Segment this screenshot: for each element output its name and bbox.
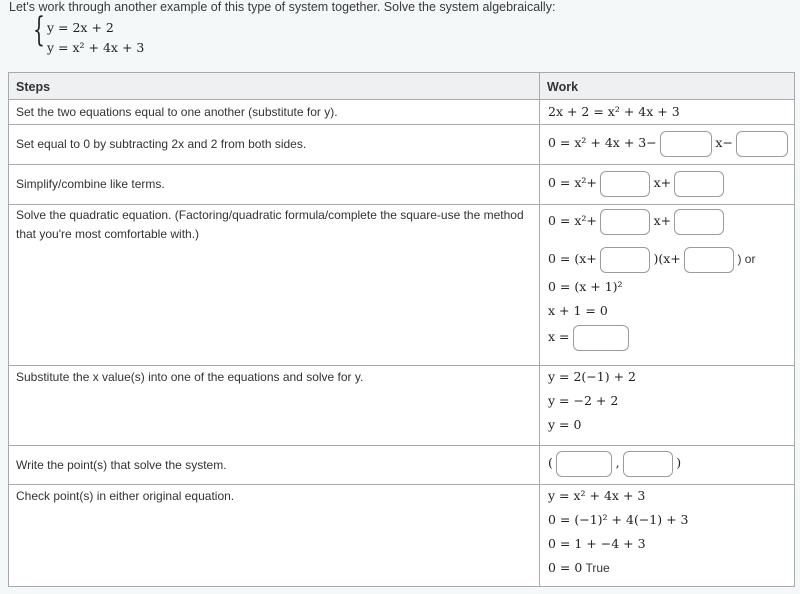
header-steps: Steps [9,73,540,100]
work-line: x+ [653,175,672,191]
work-line: 0 = (−1)² + 4(−1) + 3 [548,512,689,527]
work-line: True [585,561,610,575]
system-equation-1: y = 2x + 2 [47,20,114,35]
steps-table [8,72,795,587]
table-row [9,446,795,485]
work-line: 0 = (x + 1)² [548,279,623,294]
answer-input-box[interactable] [674,209,724,235]
work-line: y = x² + 4x + 3 [548,488,646,503]
work-line: y = 2(−1) + 2 [548,369,636,384]
header-work: Work [540,73,795,100]
intro-text: Let's work through another example of this type of system together. Solve the system algebraically: [9,0,556,14]
work-line: x + 1 = 0 [548,303,608,318]
work-line: x− [715,135,733,151]
work-line: y = −2 + 2 [548,393,619,408]
table-row [9,366,795,446]
step-text: Set equal to 0 by subtracting 2x and 2 from both sides. [16,137,307,151]
work-line: 0 = x²+ [548,175,597,191]
work-line: ) or [737,252,756,267]
answer-input-box[interactable] [600,171,650,197]
work-line: )(x+ [653,251,681,267]
step-text: Write the point(s) that solve the system. [16,458,227,472]
work-line: 0 = x² + 4x + 3− [548,135,657,151]
answer-input-box[interactable] [736,131,788,157]
work-line: 0 = 0 [548,560,583,575]
answer-input-box[interactable] [600,209,650,235]
table-row [9,205,795,366]
work-line: ( [548,455,553,471]
work-line: 0 = 1 + −4 + 3 [548,536,646,551]
work-line: , [615,455,620,471]
table-row [9,125,795,165]
answer-input-box[interactable] [660,131,712,157]
step-text: Set the two equations equal to one another (substitute for y). [16,105,338,119]
system-brace: { [33,10,45,50]
work-line: ) [676,455,682,471]
answer-input-box[interactable] [674,171,724,197]
step-text: Simplify/combine like terms. [16,177,165,191]
work-line: x = [548,329,570,345]
step-text: Check point(s) in either original equation. [16,489,235,503]
system-equation-2: y = x² + 4x + 3 [47,40,145,55]
answer-input-box[interactable] [573,325,629,351]
step-text: Substitute the x value(s) into one of the equations and solve for y. [16,370,364,384]
answer-input-box[interactable] [684,247,734,273]
table-row [9,165,795,205]
work-line: 2x + 2 = x² + 4x + 3 [548,104,680,119]
answer-input-box[interactable] [600,247,650,273]
step-text: Solve the quadratic equation. (Factoring/quadratic formula/complete the square-use the method that you're most comfortable with.) [16,208,524,241]
table-row [9,485,795,587]
answer-input-box[interactable] [623,451,673,477]
work-line: 0 = x²+ [548,213,597,229]
work-line: y = 0 [548,417,582,432]
work-line: x+ [653,213,672,229]
work-line: 0 = (x+ [548,251,597,267]
table-row [9,100,795,125]
answer-input-box[interactable] [556,451,612,477]
